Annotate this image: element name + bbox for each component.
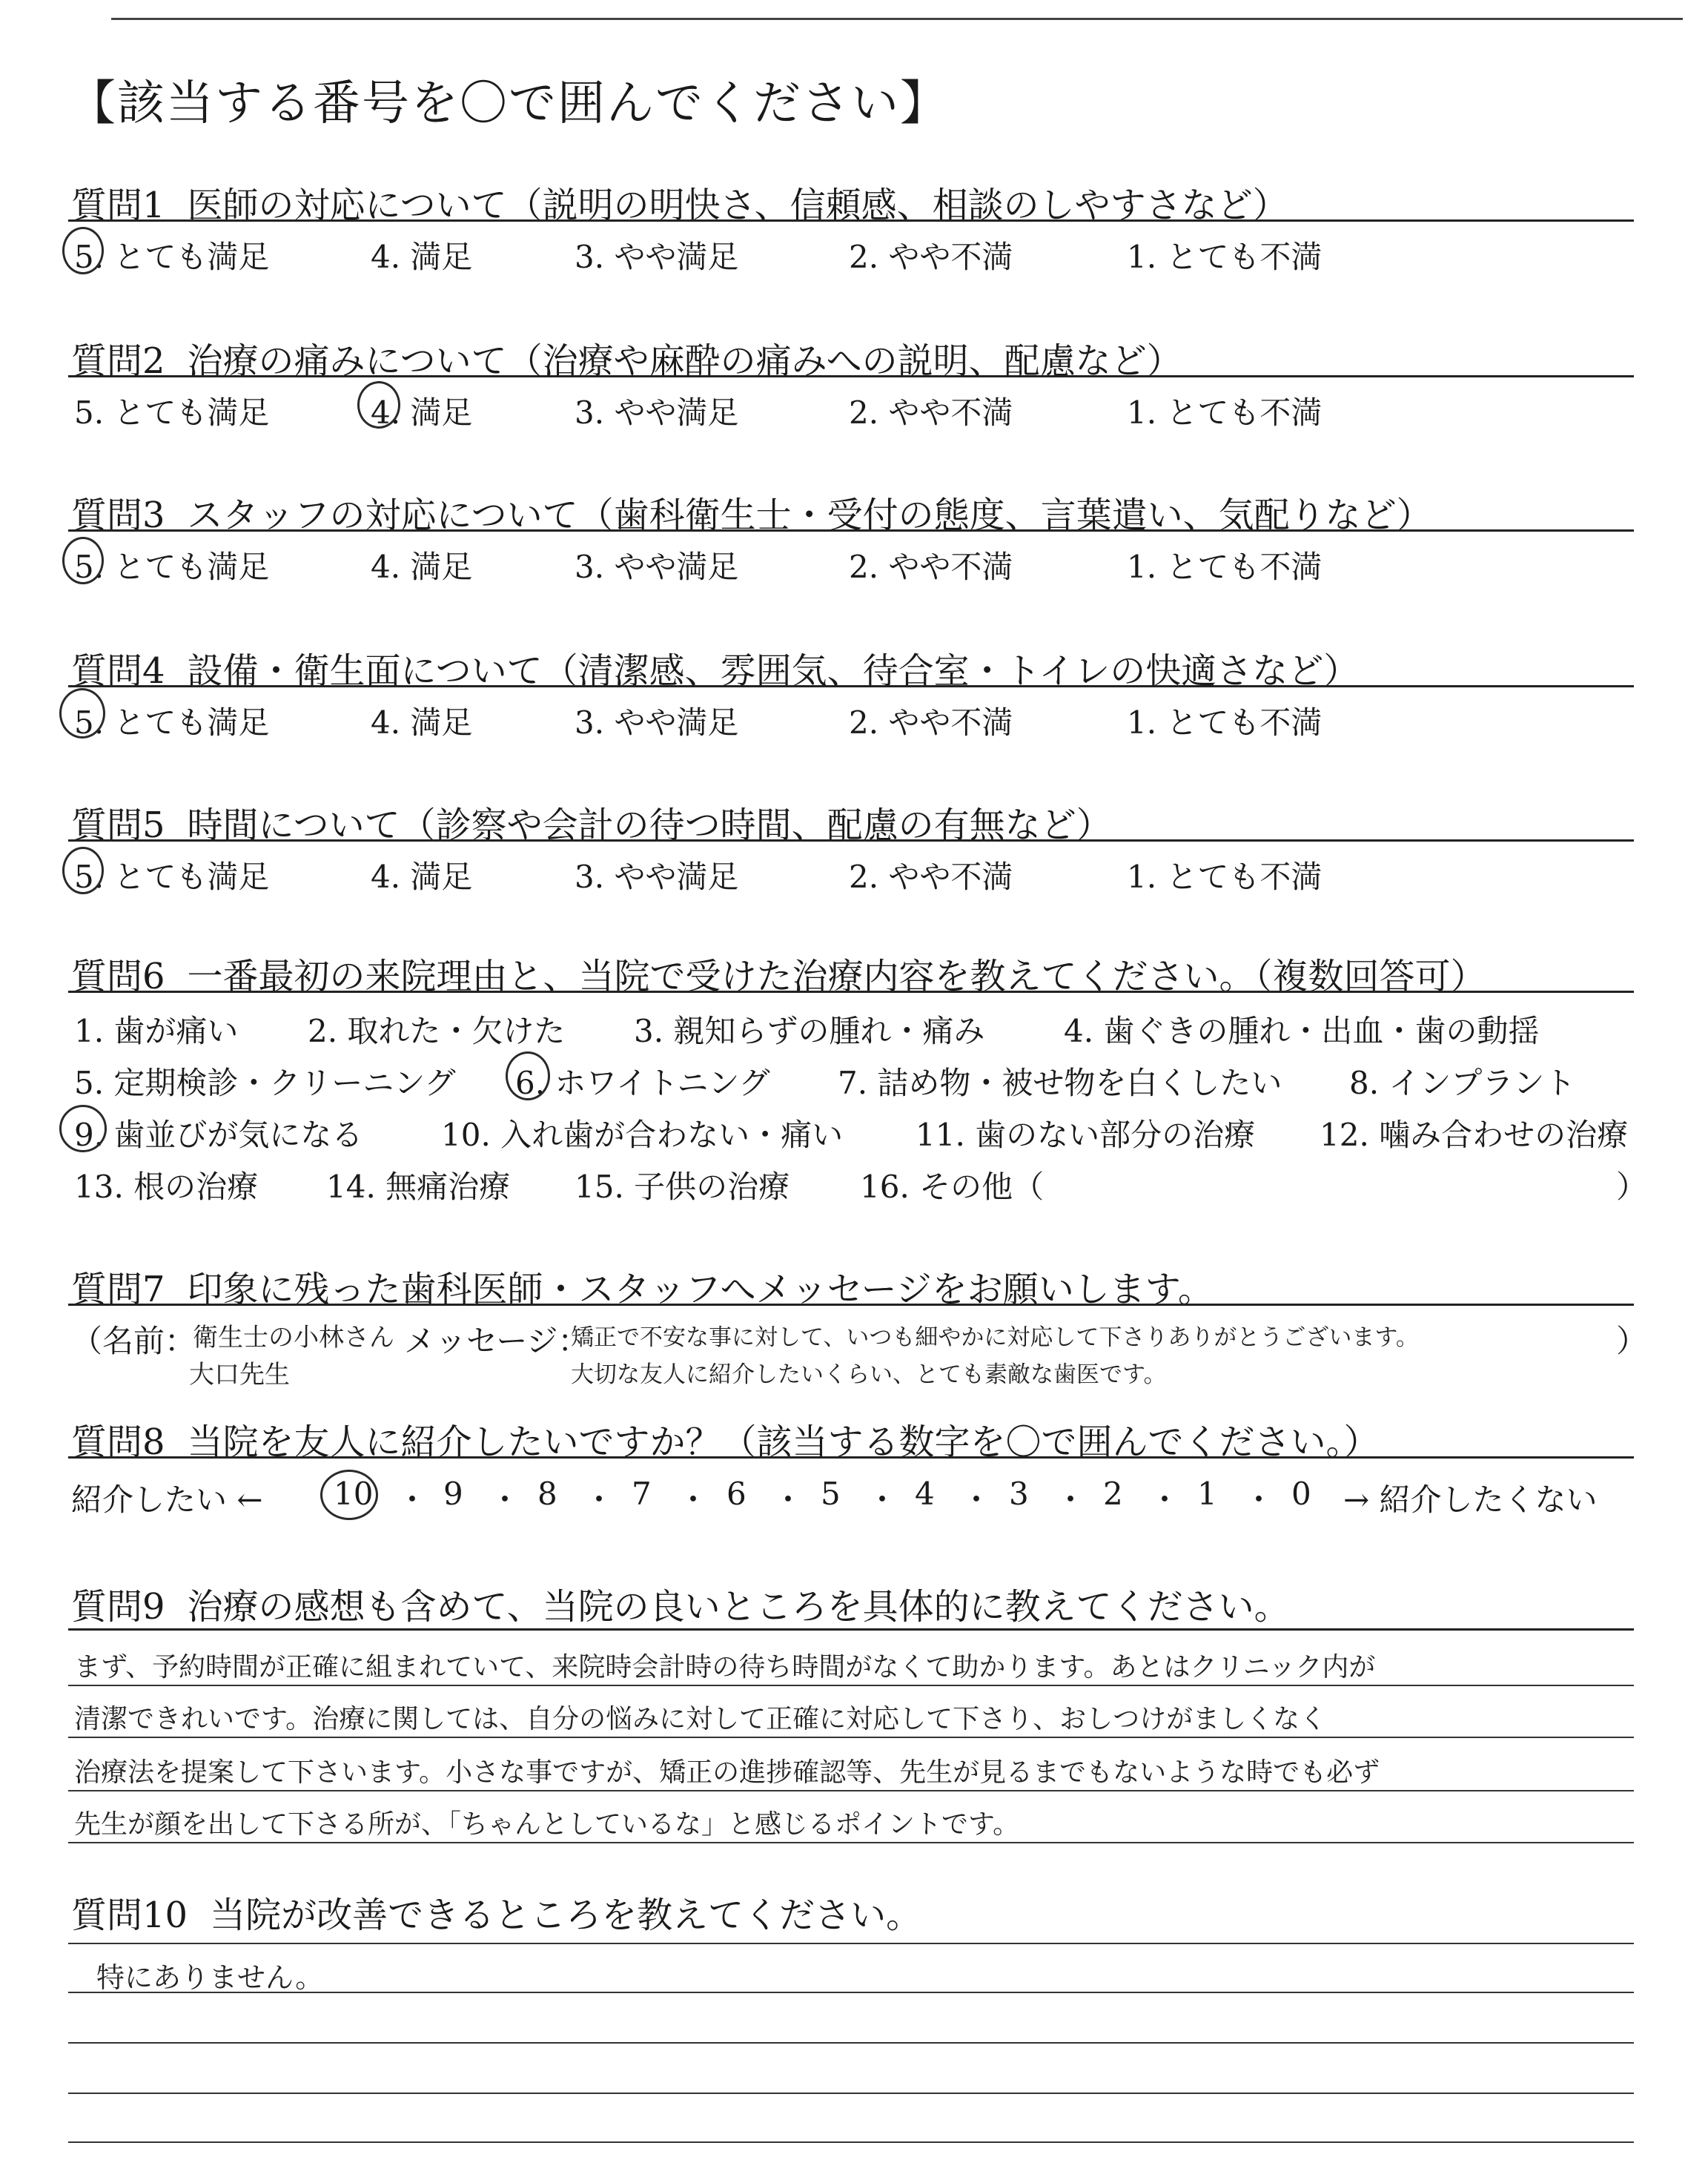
q5-option-4[interactable]: 4. 満足	[371, 859, 473, 895]
q1-rule	[68, 219, 1634, 222]
q10-number: 質問10	[71, 1895, 188, 1936]
q8-scale-10[interactable]: 10	[334, 1476, 374, 1512]
q3-option-5[interactable]: 5. とても満足	[74, 549, 270, 585]
scale-separator: ・	[1055, 1482, 1087, 1518]
q8-number: 質問8	[71, 1421, 165, 1463]
q1-number: 質問1	[71, 185, 165, 226]
q2-option-5[interactable]: 5. とても満足	[74, 394, 270, 431]
q9-line-2	[68, 1737, 1634, 1738]
q7-name-line1: 衛生士の小林さん	[193, 1323, 394, 1353]
q6-option-3[interactable]: 3. 親知らずの腫れ・痛み	[634, 1013, 985, 1049]
q6-option-15[interactable]: 15. 子供の治療	[575, 1169, 790, 1205]
q6-option-6[interactable]: 6. ホワイトニング	[515, 1065, 770, 1101]
q1-option-3[interactable]: 3. やや満足	[575, 239, 739, 275]
q6-option-8[interactable]: 8. インプラント	[1349, 1065, 1576, 1101]
q5-rule	[68, 839, 1634, 842]
q10-answer: 特にありません。	[96, 1961, 324, 1994]
q5-option-1[interactable]: 1. とても不満	[1127, 859, 1323, 895]
q10-title	[71, 1886, 921, 1938]
scale-separator: ・	[1243, 1482, 1275, 1518]
q6-option-13[interactable]: 13. 根の治療	[74, 1169, 259, 1205]
scale-separator: ・	[678, 1482, 709, 1518]
q10-line-1	[68, 1992, 1634, 1993]
q9-answer-line4: 先生が顔を出して下さる所が、「ちゃんとしているな」と感じるポイントです。	[74, 1809, 1020, 1840]
q2-option-1[interactable]: 1. とても不満	[1127, 394, 1323, 431]
q8-scale-4[interactable]: 4	[915, 1476, 935, 1512]
q1-selection-circle	[62, 227, 104, 274]
scale-separator: ・	[867, 1482, 898, 1518]
q6-selection-circle-6	[506, 1051, 550, 1100]
q8-scale-0[interactable]: 0	[1291, 1476, 1311, 1512]
q6-option-2[interactable]: 2. 取れた・欠けた	[308, 1013, 566, 1049]
q10-line-3	[68, 2093, 1634, 2094]
q6-option-10[interactable]: 10. 入れ歯が合わない・痛い	[441, 1117, 844, 1153]
q6-option-16[interactable]: 16. その他（	[860, 1169, 1045, 1205]
q1-option-2[interactable]: 2. やや不満	[849, 239, 1013, 275]
q10-line-4	[68, 2141, 1634, 2143]
scale-separator: ・	[772, 1482, 804, 1518]
q10-rule	[68, 1943, 1634, 1944]
page-heading: 【該当する番号を〇で囲んでください】	[68, 76, 949, 131]
q7-text: 印象に残った歯科医師・スタッフへメッセージをお願いします。	[187, 1269, 1214, 1310]
q8-scale-5[interactable]: 5	[821, 1476, 841, 1512]
q7-rule	[68, 1304, 1634, 1306]
q6-option-4[interactable]: 4. 歯ぐきの腫れ・出血・歯の動揺	[1064, 1013, 1540, 1049]
q6-text: 一番最初の来院理由と、当院で受けた治療内容を教えてください。（複数回答可）	[187, 956, 1486, 997]
scale-separator: ・	[489, 1482, 521, 1518]
q7-message-label: メッセージ：	[404, 1323, 589, 1359]
q1-text: 医師の対応について（説明の明快さ、信頼感、相談のしやすさなど）	[187, 185, 1288, 226]
q2-text: 治療の痛みについて（治療や麻酔の痛みへの説明、配慮など）	[187, 340, 1182, 382]
q3-number: 質問3	[71, 495, 165, 536]
q1-option-5[interactable]: 5. とても満足	[74, 239, 270, 275]
scale-separator: ・	[961, 1482, 993, 1518]
q2-option-3[interactable]: 3. やや満足	[575, 394, 739, 431]
q4-option-4[interactable]: 4. 満足	[371, 704, 473, 741]
q8-right-label: → 紹介したくない	[1343, 1482, 1598, 1518]
q9-number: 質問9	[71, 1586, 165, 1628]
q10-text: 当院が改善できるところを教えてください。	[210, 1895, 922, 1936]
q6-option-5[interactable]: 5. 定期検診・クリーニング	[74, 1065, 456, 1101]
q5-option-3[interactable]: 3. やや満足	[575, 859, 739, 895]
q9-title	[71, 1578, 1290, 1629]
q4-selection-circle	[59, 688, 105, 739]
q6-rule	[68, 991, 1634, 993]
q4-option-2[interactable]: 2. やや不満	[849, 704, 1013, 741]
q2-rule	[68, 375, 1634, 377]
q6-option-7[interactable]: 7. 詰め物・被せ物を白くしたい	[838, 1065, 1282, 1101]
q7-message-line2: 大切な友人に紹介したいくらい、とても素敵な歯医です。	[571, 1361, 1167, 1388]
q6-option-9[interactable]: 9. 歯並びが気になる	[74, 1117, 363, 1153]
q3-selection-circle	[62, 537, 104, 584]
q10-line-2	[68, 2042, 1634, 2044]
q7-name-label: （名前：	[71, 1323, 196, 1359]
q8-scale-6[interactable]: 6	[726, 1476, 747, 1512]
q8-text: 当院を友人に紹介したいですか？（該当する数字を〇で囲んでください。）	[187, 1421, 1380, 1463]
scale-separator: ・	[583, 1482, 615, 1518]
q9-text: 治療の感想も含めて、当院の良いところを具体的に教えてください。	[187, 1586, 1290, 1628]
q3-option-1[interactable]: 1. とても不満	[1127, 549, 1323, 585]
q4-rule	[68, 685, 1634, 687]
q3-option-2[interactable]: 2. やや不満	[849, 549, 1013, 585]
q6-number: 質問6	[71, 956, 165, 997]
q4-text: 設備・衛生面について（清潔感、雰囲気、待合室・トイレの快適さなど）	[187, 650, 1360, 692]
q8-scale-2[interactable]: 2	[1103, 1476, 1123, 1512]
q5-number: 質問5	[71, 805, 165, 846]
q8-scale-8[interactable]: 8	[537, 1476, 557, 1512]
q6-selection-circle-9	[59, 1105, 107, 1152]
q2-option-2[interactable]: 2. やや不満	[849, 394, 1013, 431]
scale-separator: ・	[397, 1482, 428, 1518]
q6-option-11[interactable]: 11. 歯のない部分の治療	[916, 1117, 1256, 1153]
q6-other-close: ）	[1616, 1169, 1648, 1205]
q9-rule	[68, 1628, 1634, 1631]
q9-line-3	[68, 1790, 1634, 1791]
q8-scale-3[interactable]: 3	[1009, 1476, 1029, 1512]
q5-option-5[interactable]: 5. とても満足	[74, 859, 270, 895]
q9-answer-line3: 治療法を提案して下さいます。小さな事ですが、矯正の進捗確認等、先生が見るまでもないような時でも必ず	[74, 1757, 1380, 1788]
q2-selection-circle	[357, 381, 400, 429]
top-border	[111, 18, 1683, 20]
q4-option-5[interactable]: 5. とても満足	[74, 704, 270, 741]
q2-number: 質問2	[71, 340, 165, 382]
q5-option-2[interactable]: 2. やや不満	[849, 859, 1013, 895]
q9-answer-line1: まず、予約時間が正確に組まれていて、来院時会計時の待ち時間がなくて助かります。あとはクリニック内が	[74, 1652, 1376, 1682]
q9-answer-line2: 清潔できれいです。治療に関しては、自分の悩みに対して正確に対応して下さり、おしつけがましくなく	[74, 1704, 1327, 1734]
q7-number: 質問7	[71, 1269, 165, 1310]
q7-name-line2: 大口先生	[189, 1360, 290, 1390]
q9-line-4	[68, 1842, 1634, 1843]
q8-scale-9[interactable]: 9	[443, 1476, 463, 1512]
q8-scale-7[interactable]: 7	[632, 1476, 652, 1512]
q4-option-3[interactable]: 3. やや満足	[575, 704, 739, 741]
q4-number: 質問4	[71, 650, 165, 692]
q3-option-4[interactable]: 4. 満足	[371, 549, 473, 585]
q2-option-4[interactable]: 4. 満足	[371, 394, 473, 431]
q4-option-1[interactable]: 1. とても不満	[1127, 704, 1323, 741]
q5-text: 時間について（診察や会計の待つ時間、配慮の有無など）	[187, 805, 1112, 846]
q7-close: ）	[1616, 1323, 1648, 1359]
q8-scale-1[interactable]: 1	[1197, 1476, 1217, 1512]
q7-message-line1: 矯正で不安な事に対して、いつも細やかに対応して下さりありがとうございます。	[571, 1324, 1419, 1351]
q9-line-1	[68, 1685, 1634, 1686]
scale-separator: ・	[1149, 1482, 1181, 1518]
q6-option-12[interactable]: 12. 噛み合わせの治療	[1320, 1117, 1629, 1153]
q3-rule	[68, 529, 1634, 532]
q1-option-1[interactable]: 1. とても不満	[1127, 239, 1323, 275]
q3-text: スタッフの対応について（歯科衛生士・受付の態度、言葉遣い、気配りなど）	[187, 495, 1432, 536]
q5-selection-circle	[62, 847, 104, 894]
q6-option-14[interactable]: 14. 無痛治療	[326, 1169, 511, 1205]
q6-option-1[interactable]: 1. 歯が痛い	[74, 1013, 239, 1049]
q8-rule	[68, 1456, 1634, 1459]
q1-option-4[interactable]: 4. 満足	[371, 239, 473, 275]
q3-option-3[interactable]: 3. やや満足	[575, 549, 739, 585]
q8-selection-circle	[320, 1470, 378, 1520]
q8-left-label: 紹介したい ←	[71, 1482, 263, 1518]
